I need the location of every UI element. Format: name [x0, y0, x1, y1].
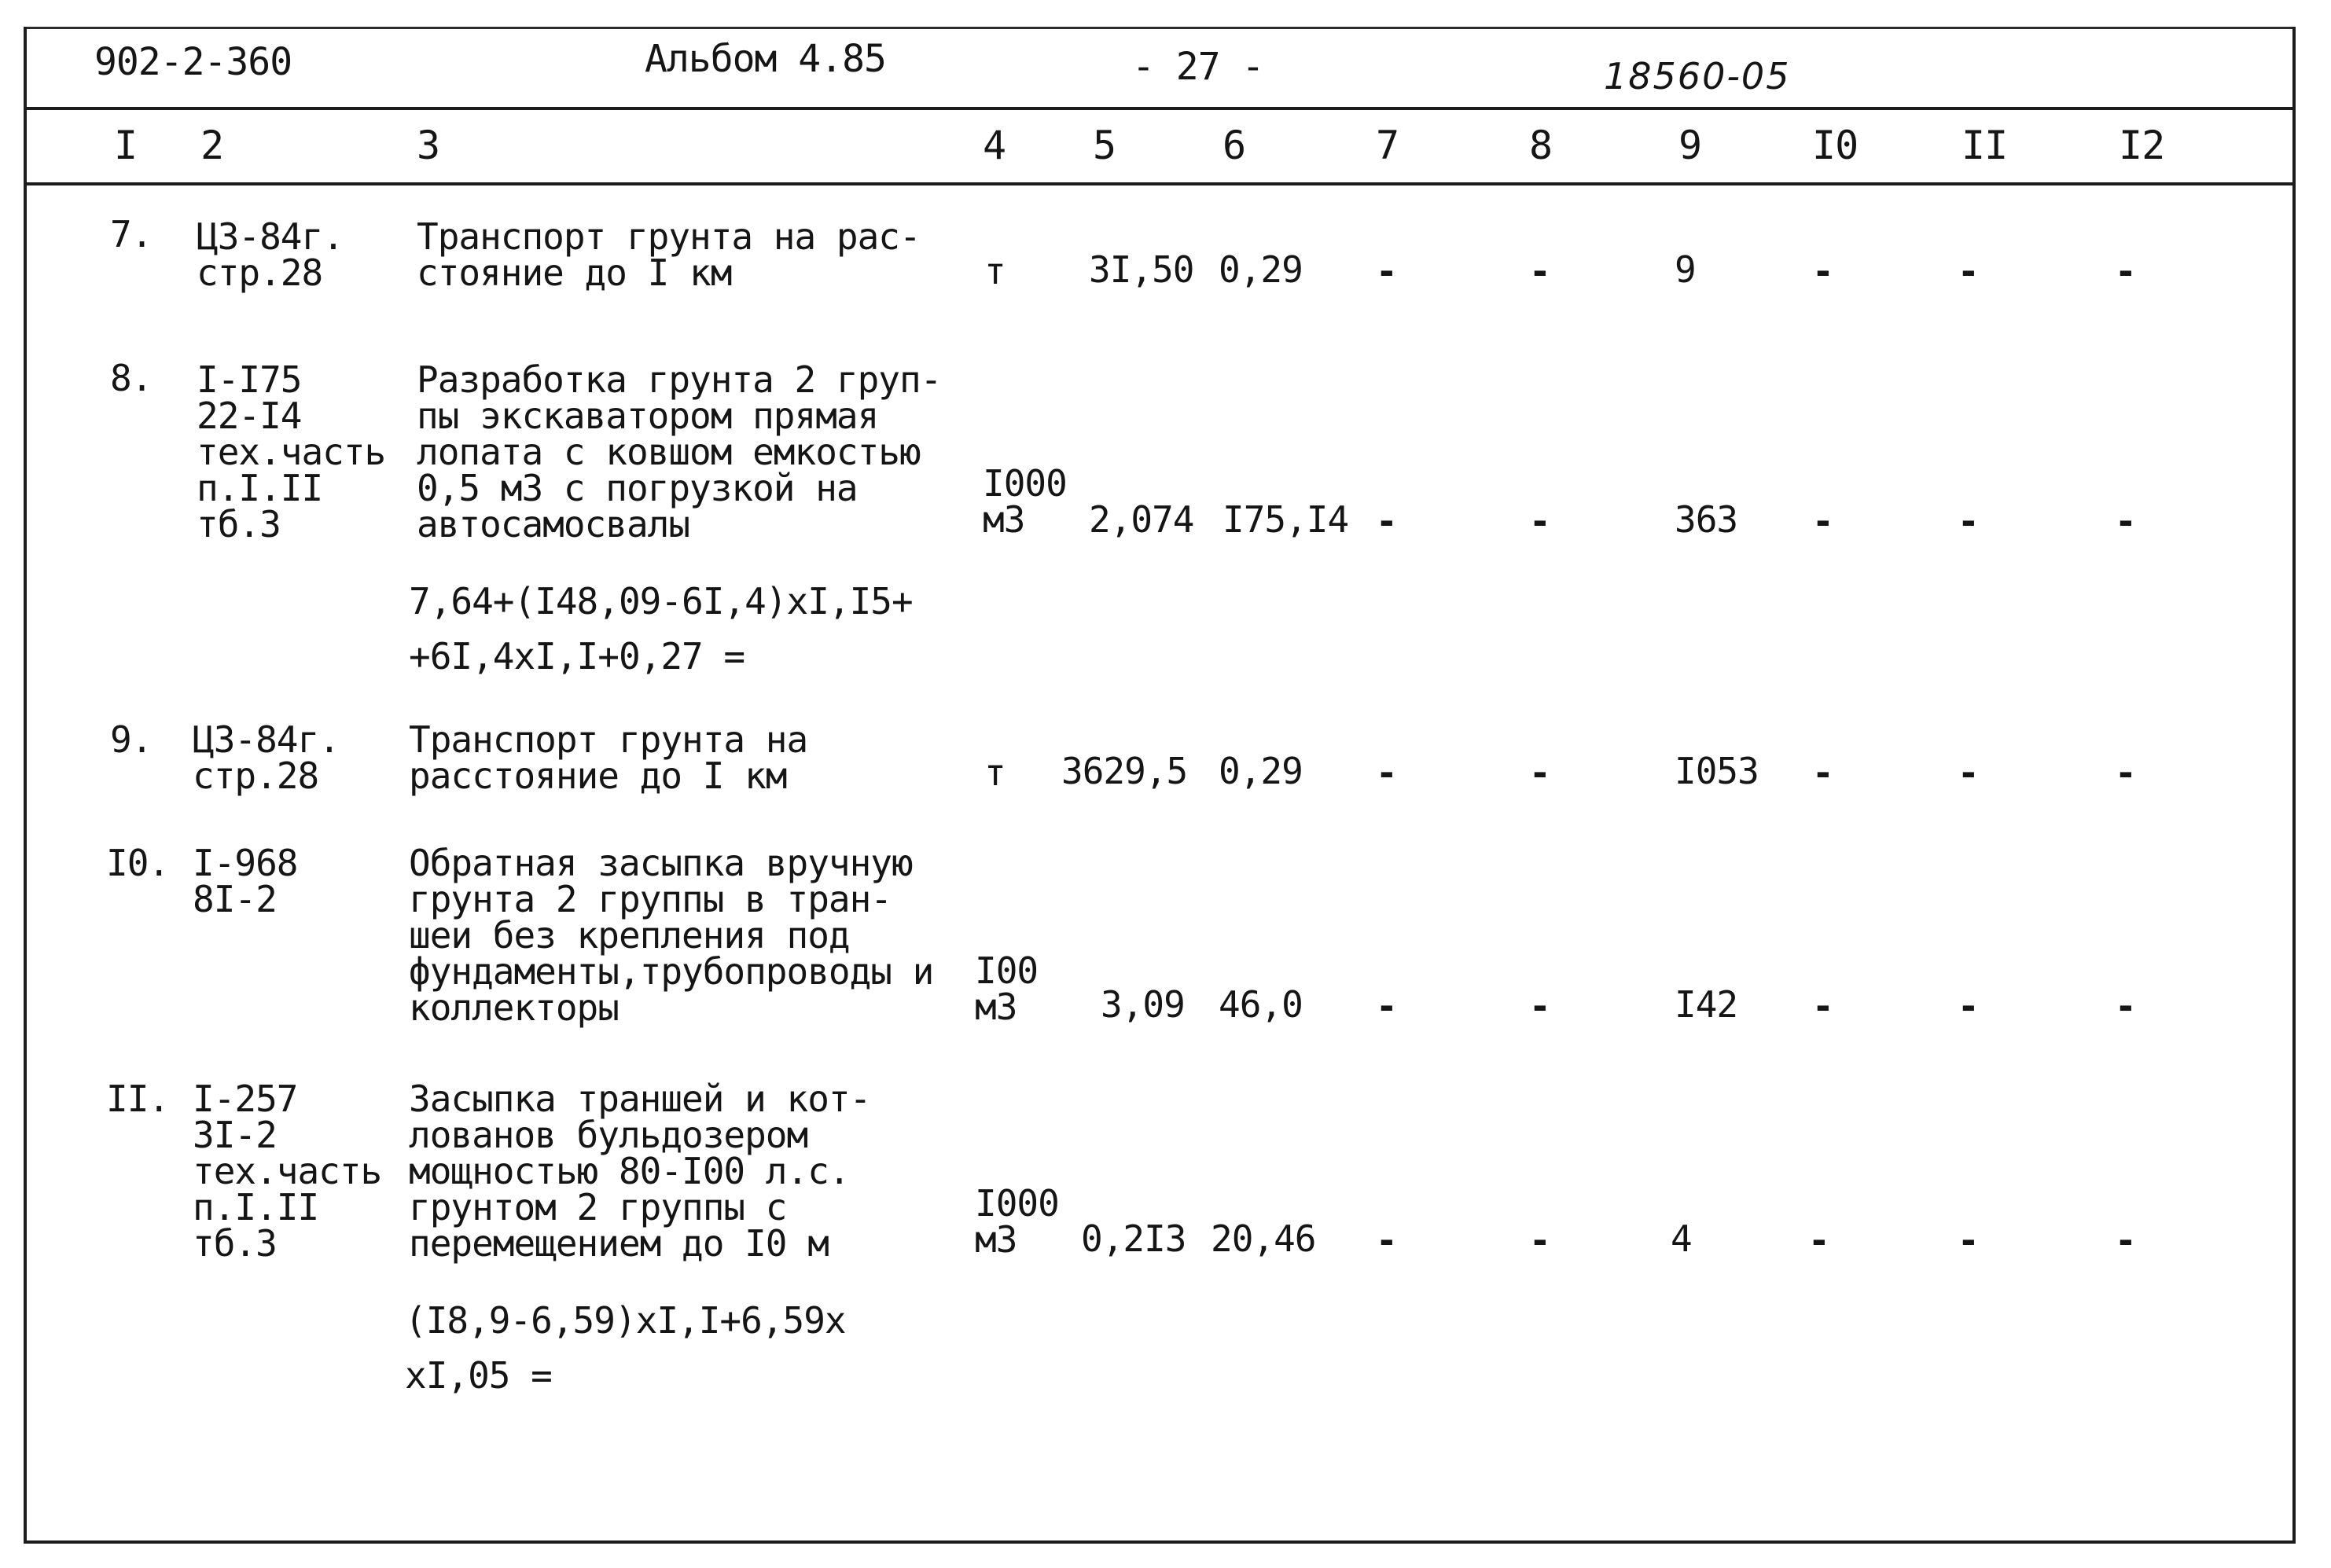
column-9-value: 363 — [1675, 498, 1738, 541]
column-8-value: - — [1529, 500, 1550, 542]
quantity: 3629,5 — [1061, 750, 1188, 792]
row-number: 9. — [110, 718, 153, 761]
column-12-value: - — [2115, 1219, 2136, 1261]
column-10-value: - — [1812, 500, 1833, 542]
column-7-value: - — [1376, 1219, 1397, 1261]
row-number: I0. — [106, 842, 170, 884]
column-11-value: - — [1958, 985, 1979, 1027]
header-divider — [24, 107, 2296, 110]
column-header-8: 8 — [1529, 123, 1553, 168]
column-12-value: - — [2115, 500, 2136, 542]
column-header-12: I2 — [2119, 123, 2165, 168]
column-header-9: 9 — [1678, 123, 1702, 168]
column-6-value: 20,46 — [1211, 1217, 1316, 1260]
column-10-value: - — [1812, 985, 1833, 1027]
norm-code: ЦЗ-84г. стр.28 — [193, 718, 340, 797]
column-9-value: 9 — [1675, 248, 1696, 291]
column-10-value: - — [1808, 1219, 1829, 1261]
column-6-value: 46,0 — [1219, 983, 1303, 1026]
norm-code: ЦЗ-84г. стр.28 — [197, 215, 344, 294]
column-header-2: 2 — [200, 123, 224, 168]
column-header-10: I0 — [1812, 123, 1859, 168]
unit: т — [984, 250, 1006, 292]
norm-code: I-257 3I-2 тех.часть п.I.II тб.3 — [193, 1078, 382, 1265]
work-description: Транспорт грунта на рас- стояние до I км — [417, 215, 921, 294]
column-10-value: - — [1812, 751, 1833, 794]
column-header-4: 4 — [983, 123, 1006, 168]
document-code: 902-2-360 — [94, 40, 292, 84]
column-7-value: - — [1376, 985, 1397, 1027]
calculation-formula: (I8,9-6,59)xI,I+6,59x xI,05 = — [405, 1299, 846, 1397]
quantity: 3I,50 — [1089, 248, 1194, 291]
column-7-value: - — [1376, 500, 1397, 542]
column-9-value: 4 — [1671, 1217, 1692, 1260]
column-header-3: 3 — [417, 123, 440, 168]
work-description: Обратная засыпка вручную грунта 2 группы в тран- шеи без крепления под фундаменты,трубопроводы и коллекторы — [409, 842, 934, 1029]
norm-code: I-I75 22-I4 тех.часть п.I.II тб.3 — [197, 358, 386, 545]
column-8-value: - — [1529, 751, 1550, 794]
column-10-value: - — [1812, 250, 1833, 292]
calculation-formula: 7,64+(I48,09-6I,4)xI,I5+ +6I,4xI,I+0,27 = — [409, 580, 913, 678]
unit: I00 м3 — [975, 949, 1039, 1028]
row-number: 8. — [110, 357, 153, 399]
stamp-number: 18560-05 — [1604, 55, 1791, 97]
quantity: 2,074 — [1089, 498, 1194, 541]
column-11-value: - — [1958, 500, 1979, 542]
column-header-6: 6 — [1222, 123, 1246, 168]
work-description: Транспорт грунта на расстояние до I км — [409, 718, 808, 797]
album-label: Альбом 4.85 — [645, 37, 886, 81]
quantity: 0,2I3 — [1081, 1217, 1186, 1260]
column-7-value: - — [1376, 250, 1397, 292]
row-number: II. — [106, 1078, 170, 1120]
column-11-value: - — [1958, 751, 1979, 794]
column-9-value: I053 — [1675, 750, 1759, 792]
column-6-value: 0,29 — [1219, 750, 1303, 792]
work-description: Засыпка траншей и кот- лованов бульдозером мощностью 80-I00 л.с. грунтом 2 группы с перемещением до I0 м — [409, 1078, 871, 1265]
column-8-value: - — [1529, 985, 1550, 1027]
column-header-5: 5 — [1093, 123, 1116, 168]
column-header-7: 7 — [1376, 123, 1399, 168]
column-header-divider — [24, 182, 2296, 185]
column-7-value: - — [1376, 751, 1397, 794]
page-number: - 27 - — [1132, 45, 1264, 89]
column-11-value: - — [1958, 1219, 1979, 1261]
unit: I000 м3 — [975, 1182, 1059, 1261]
column-header-11: II — [1961, 123, 2008, 168]
quantity: 3,09 — [1101, 983, 1185, 1026]
column-12-value: - — [2115, 250, 2136, 292]
unit: I000 м3 — [983, 462, 1067, 541]
work-description: Разработка грунта 2 груп- пы экскаватором прямая лопата с ковшом емкостью 0,5 м3 с погрузкой на автосамосвалы — [417, 358, 942, 545]
column-6-value: 0,29 — [1219, 248, 1303, 291]
row-number: 7. — [110, 213, 153, 255]
column-12-value: - — [2115, 751, 2136, 794]
column-9-value: I42 — [1675, 983, 1738, 1026]
column-8-value: - — [1529, 250, 1550, 292]
unit: т — [984, 751, 1006, 794]
column-12-value: - — [2115, 985, 2136, 1027]
column-header-1: I — [114, 123, 138, 168]
norm-code: I-968 8I-2 — [193, 842, 298, 920]
column-11-value: - — [1958, 250, 1979, 292]
column-6-value: I75,I4 — [1222, 498, 1349, 541]
column-8-value: - — [1529, 1219, 1550, 1261]
